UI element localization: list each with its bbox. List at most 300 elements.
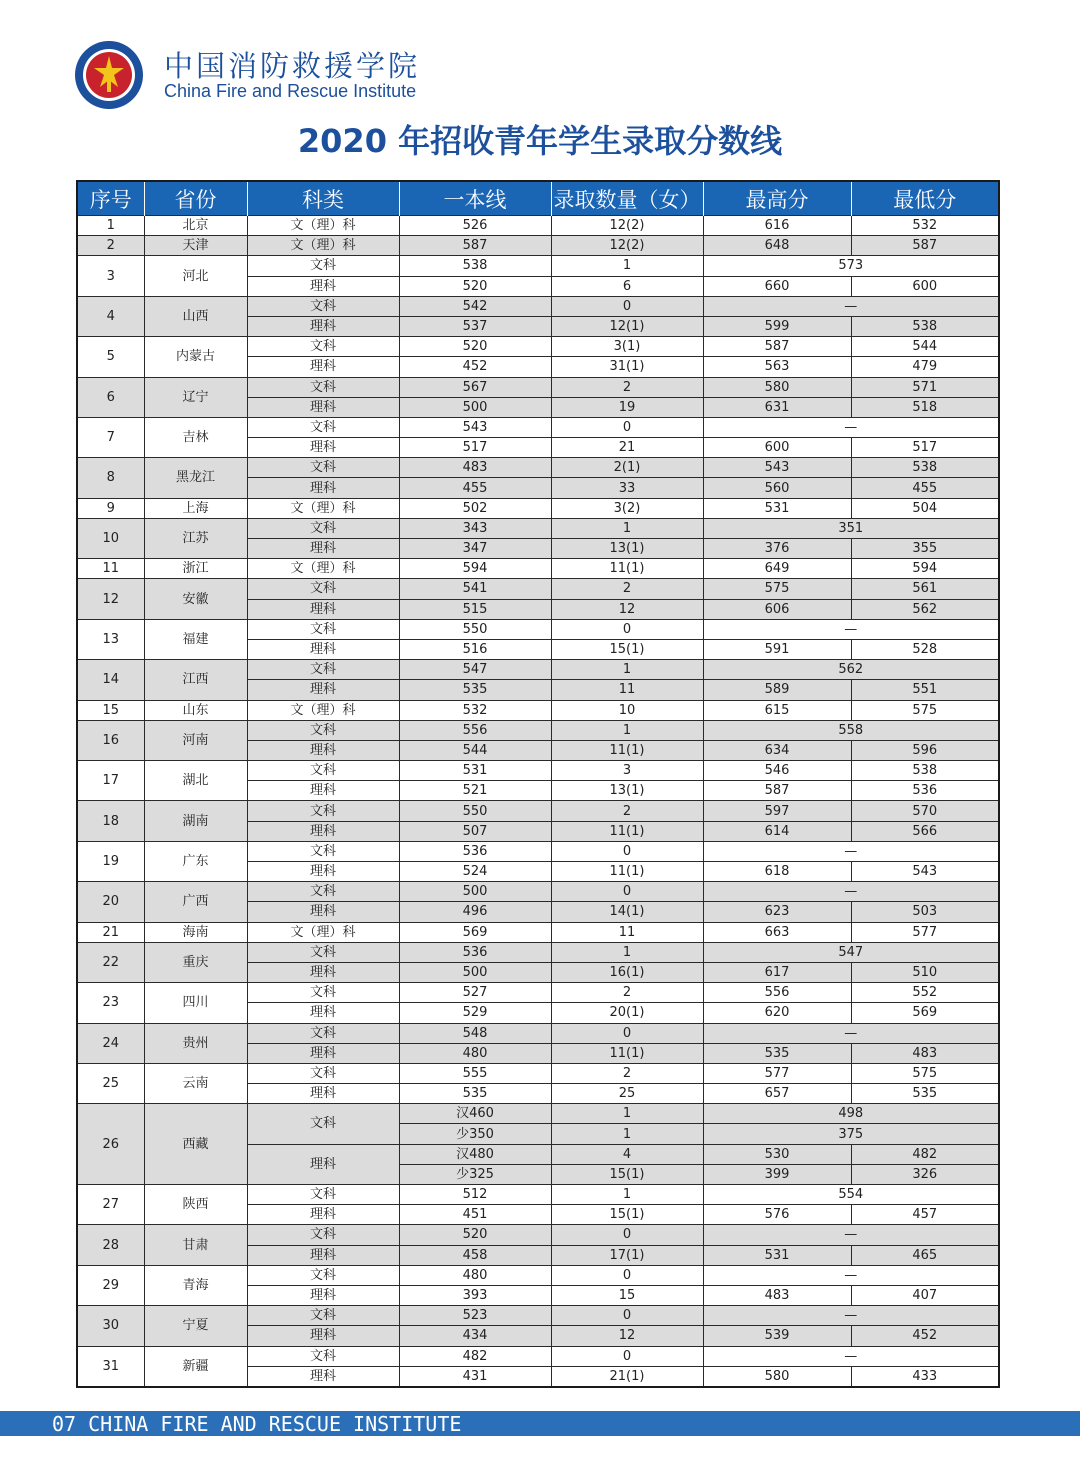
max-score-cell: 589 — [703, 680, 851, 700]
track-cell: 文（理）科 — [247, 236, 399, 256]
column-header: 最高分 — [703, 181, 851, 216]
table-row — [77, 1225, 999, 1245]
first-tier-line-cell: 520 — [399, 276, 551, 296]
min-score-cell: 504 — [851, 498, 999, 518]
merged-score-cell: — — [703, 1306, 999, 1326]
table-row — [77, 1023, 999, 1043]
table-row — [77, 216, 999, 236]
table-row — [77, 660, 999, 680]
min-score-cell: 355 — [851, 539, 999, 559]
admitted-count-cell: 10 — [551, 700, 703, 720]
first-tier-line-cell: 512 — [399, 1185, 551, 1205]
max-score-cell: 575 — [703, 579, 851, 599]
admitted-count-cell: 0 — [551, 882, 703, 902]
admitted-count-cell: 20(1) — [551, 1003, 703, 1023]
table-row — [77, 1265, 999, 1285]
min-score-cell: 503 — [851, 902, 999, 922]
merged-score-cell: 554 — [703, 1185, 999, 1205]
row-number: 19 — [77, 841, 144, 881]
track-cell: 理科 — [247, 680, 399, 700]
province-cell: 重庆 — [144, 942, 247, 982]
first-tier-line-cell: 529 — [399, 1003, 551, 1023]
first-tier-line-cell: 434 — [399, 1326, 551, 1346]
first-tier-line-cell: 536 — [399, 841, 551, 861]
province-cell: 浙江 — [144, 559, 247, 579]
province-cell: 广东 — [144, 841, 247, 881]
first-tier-line-cell: 520 — [399, 337, 551, 357]
track-cell: 理科 — [247, 821, 399, 841]
first-tier-line-cell: 452 — [399, 357, 551, 377]
row-number: 27 — [77, 1185, 144, 1225]
min-score-cell: 570 — [851, 801, 999, 821]
table-row — [77, 579, 999, 599]
admitted-count-cell: 6 — [551, 276, 703, 296]
track-cell: 文科 — [247, 1023, 399, 1043]
admitted-count-cell: 11(1) — [551, 821, 703, 841]
track-cell: 理科 — [247, 438, 399, 458]
max-score-cell: 618 — [703, 862, 851, 882]
province-cell: 江苏 — [144, 518, 247, 558]
row-number: 22 — [77, 942, 144, 982]
footer-text: 07 CHINA FIRE AND RESCUE INSTITUTE — [52, 1412, 462, 1436]
track-cell: 文（理）科 — [247, 922, 399, 942]
org-name-cn: 中国消防救援学院 — [164, 49, 421, 83]
max-score-cell: 634 — [703, 740, 851, 760]
track-cell: 文科 — [247, 983, 399, 1003]
table-row — [77, 720, 999, 740]
province-cell: 上海 — [144, 498, 247, 518]
max-score-cell: 576 — [703, 1205, 851, 1225]
admitted-count-cell: 0 — [551, 296, 703, 316]
admitted-count-cell: 12 — [551, 599, 703, 619]
table-row — [77, 559, 999, 579]
column-header: 科类 — [247, 181, 399, 216]
province-cell: 陕西 — [144, 1185, 247, 1225]
track-cell: 文科 — [247, 841, 399, 861]
admitted-count-cell: 15(1) — [551, 639, 703, 659]
min-score-cell: 517 — [851, 438, 999, 458]
min-score-cell: 479 — [851, 357, 999, 377]
row-number: 2 — [77, 236, 144, 256]
max-score-cell: 663 — [703, 922, 851, 942]
merged-score-cell: — — [703, 1265, 999, 1285]
min-score-cell: 457 — [851, 1205, 999, 1225]
max-score-cell: 597 — [703, 801, 851, 821]
province-cell: 四川 — [144, 983, 247, 1023]
admitted-count-cell: 11 — [551, 680, 703, 700]
admitted-count-cell: 1 — [551, 1124, 703, 1144]
admitted-count-cell: 1 — [551, 1185, 703, 1205]
province-cell: 甘肃 — [144, 1225, 247, 1265]
track-cell: 理科 — [247, 1245, 399, 1265]
track-cell: 理科 — [247, 962, 399, 982]
track-cell: 理科 — [247, 1003, 399, 1023]
page-title: 2020 年招收青年学生录取分数线 — [297, 122, 783, 160]
table-row — [77, 296, 999, 316]
column-header: 最低分 — [851, 181, 999, 216]
first-tier-line-cell: 542 — [399, 296, 551, 316]
max-score-cell: 616 — [703, 216, 851, 236]
max-score-cell: 563 — [703, 357, 851, 377]
admitted-count-cell: 13(1) — [551, 781, 703, 801]
admitted-count-cell: 0 — [551, 1346, 703, 1366]
track-cell: 理科 — [247, 1205, 399, 1225]
province-cell: 辽宁 — [144, 377, 247, 417]
province-cell: 西藏 — [144, 1104, 247, 1185]
track-cell: 文（理）科 — [247, 700, 399, 720]
row-number: 8 — [77, 458, 144, 498]
first-tier-line-cell: 556 — [399, 720, 551, 740]
admitted-count-cell: 3 — [551, 761, 703, 781]
track-cell: 理科 — [247, 397, 399, 417]
table-row — [77, 882, 999, 902]
table-row — [77, 256, 999, 276]
track-cell: 理科 — [247, 902, 399, 922]
admitted-count-cell: 12 — [551, 1326, 703, 1346]
row-number: 26 — [77, 1104, 144, 1185]
max-score-cell: 483 — [703, 1285, 851, 1305]
max-score-cell: 530 — [703, 1144, 851, 1164]
first-tier-line-cell: 343 — [399, 518, 551, 538]
first-tier-line-cell: 520 — [399, 1225, 551, 1245]
min-score-cell: 538 — [851, 458, 999, 478]
row-number: 14 — [77, 660, 144, 700]
first-tier-line-cell: 555 — [399, 1063, 551, 1083]
first-tier-line-cell: 548 — [399, 1023, 551, 1043]
province-cell: 北京 — [144, 216, 247, 236]
min-score-cell: 571 — [851, 377, 999, 397]
min-score-cell: 543 — [851, 862, 999, 882]
first-tier-line-cell: 汉460 — [399, 1104, 551, 1124]
min-score-cell: 518 — [851, 397, 999, 417]
first-tier-line-cell: 451 — [399, 1205, 551, 1225]
admitted-count-cell: 15(1) — [551, 1205, 703, 1225]
admitted-count-cell: 1 — [551, 1104, 703, 1124]
admitted-count-cell: 12(1) — [551, 316, 703, 336]
track-cell: 文科 — [247, 1185, 399, 1205]
min-score-cell: 326 — [851, 1164, 999, 1184]
merged-score-cell: — — [703, 417, 999, 437]
max-score-cell: 599 — [703, 316, 851, 336]
min-score-cell: 528 — [851, 639, 999, 659]
merged-score-cell: — — [703, 1346, 999, 1366]
min-score-cell: 562 — [851, 599, 999, 619]
province-cell: 海南 — [144, 922, 247, 942]
admitted-count-cell: 2 — [551, 1063, 703, 1083]
track-cell: 文（理）科 — [247, 216, 399, 236]
province-cell: 湖北 — [144, 761, 247, 801]
min-score-cell: 596 — [851, 740, 999, 760]
admitted-count-cell: 0 — [551, 1023, 703, 1043]
admitted-count-cell: 15(1) — [551, 1164, 703, 1184]
track-cell: 文科 — [247, 337, 399, 357]
first-tier-line-cell: 455 — [399, 478, 551, 498]
admitted-count-cell: 12(2) — [551, 216, 703, 236]
first-tier-line-cell: 550 — [399, 619, 551, 639]
column-header: 一本线 — [399, 181, 551, 216]
province-cell: 云南 — [144, 1063, 247, 1103]
admitted-count-cell: 13(1) — [551, 539, 703, 559]
row-number: 7 — [77, 417, 144, 457]
row-number: 1 — [77, 216, 144, 236]
admitted-count-cell: 19 — [551, 397, 703, 417]
admitted-count-cell: 2 — [551, 579, 703, 599]
table-header-row — [77, 181, 999, 216]
column-header: 省份 — [144, 181, 247, 216]
min-score-cell: 538 — [851, 316, 999, 336]
track-cell: 文科 — [247, 942, 399, 962]
max-score-cell: 539 — [703, 1326, 851, 1346]
row-number: 10 — [77, 518, 144, 558]
admitted-count-cell: 2 — [551, 983, 703, 1003]
province-cell: 宁夏 — [144, 1306, 247, 1346]
min-score-cell: 536 — [851, 781, 999, 801]
first-tier-line-cell: 550 — [399, 801, 551, 821]
track-cell: 文科 — [247, 1104, 399, 1144]
max-score-cell: 631 — [703, 397, 851, 417]
max-score-cell: 606 — [703, 599, 851, 619]
min-score-cell: 587 — [851, 236, 999, 256]
track-cell: 文（理）科 — [247, 498, 399, 518]
track-cell: 文科 — [247, 579, 399, 599]
admitted-count-cell: 0 — [551, 841, 703, 861]
row-number: 25 — [77, 1063, 144, 1103]
max-score-cell: 546 — [703, 761, 851, 781]
merged-score-cell: 351 — [703, 518, 999, 538]
table-row — [77, 700, 999, 720]
first-tier-line-cell: 507 — [399, 821, 551, 841]
max-score-cell: 600 — [703, 438, 851, 458]
first-tier-line-cell: 587 — [399, 236, 551, 256]
min-score-cell: 482 — [851, 1144, 999, 1164]
max-score-cell: 580 — [703, 377, 851, 397]
track-cell: 理科 — [247, 1366, 399, 1387]
column-header: 录取数量（女） — [551, 181, 703, 216]
table-row — [77, 942, 999, 962]
row-number: 5 — [77, 337, 144, 377]
min-score-cell: 575 — [851, 700, 999, 720]
first-tier-line-cell: 480 — [399, 1043, 551, 1063]
fire-rescue-emblem-icon — [74, 40, 144, 110]
min-score-cell: 544 — [851, 337, 999, 357]
min-score-cell: 577 — [851, 922, 999, 942]
first-tier-line-cell: 431 — [399, 1366, 551, 1387]
province-cell: 安徽 — [144, 579, 247, 619]
admitted-count-cell: 0 — [551, 1265, 703, 1285]
admitted-count-cell: 3(1) — [551, 337, 703, 357]
track-cell: 理科 — [247, 357, 399, 377]
min-score-cell: 433 — [851, 1366, 999, 1387]
track-cell: 文科 — [247, 761, 399, 781]
admitted-count-cell: 25 — [551, 1084, 703, 1104]
admitted-count-cell: 1 — [551, 942, 703, 962]
first-tier-line-cell: 少325 — [399, 1164, 551, 1184]
first-tier-line-cell: 543 — [399, 417, 551, 437]
admission-score-table — [76, 180, 1000, 1388]
province-cell: 河南 — [144, 720, 247, 760]
max-score-cell: 617 — [703, 962, 851, 982]
column-header: 序号 — [77, 181, 144, 216]
max-score-cell: 648 — [703, 236, 851, 256]
row-number: 28 — [77, 1225, 144, 1265]
first-tier-line-cell: 347 — [399, 539, 551, 559]
first-tier-line-cell: 541 — [399, 579, 551, 599]
track-cell: 理科 — [247, 599, 399, 619]
track-cell: 文科 — [247, 1346, 399, 1366]
table-row — [77, 498, 999, 518]
track-cell: 文科 — [247, 1306, 399, 1326]
province-cell: 山西 — [144, 296, 247, 336]
track-cell: 文科 — [247, 417, 399, 437]
first-tier-line-cell: 汉480 — [399, 1144, 551, 1164]
table-row — [77, 236, 999, 256]
table-row — [77, 761, 999, 781]
track-cell: 文科 — [247, 882, 399, 902]
merged-score-cell: — — [703, 1225, 999, 1245]
max-score-cell: 560 — [703, 478, 851, 498]
merged-score-cell: 498 — [703, 1104, 999, 1124]
merged-score-cell: 562 — [703, 660, 999, 680]
admitted-count-cell: 31(1) — [551, 357, 703, 377]
first-tier-line-cell: 535 — [399, 680, 551, 700]
admitted-count-cell: 1 — [551, 256, 703, 276]
min-score-cell: 594 — [851, 559, 999, 579]
first-tier-line-cell: 526 — [399, 216, 551, 236]
row-number: 15 — [77, 700, 144, 720]
row-number: 29 — [77, 1265, 144, 1305]
first-tier-line-cell: 594 — [399, 559, 551, 579]
first-tier-line-cell: 496 — [399, 902, 551, 922]
first-tier-line-cell: 482 — [399, 1346, 551, 1366]
row-number: 20 — [77, 882, 144, 922]
first-tier-line-cell: 517 — [399, 438, 551, 458]
merged-score-cell: 547 — [703, 942, 999, 962]
admitted-count-cell: 1 — [551, 660, 703, 680]
track-cell: 文（理）科 — [247, 559, 399, 579]
max-score-cell: 531 — [703, 498, 851, 518]
track-cell: 文科 — [247, 1265, 399, 1285]
province-cell: 湖南 — [144, 801, 247, 841]
merged-score-cell: — — [703, 882, 999, 902]
track-cell: 理科 — [247, 478, 399, 498]
first-tier-line-cell: 547 — [399, 660, 551, 680]
min-score-cell: 452 — [851, 1326, 999, 1346]
max-score-cell: 615 — [703, 700, 851, 720]
admitted-count-cell: 11(1) — [551, 740, 703, 760]
max-score-cell: 591 — [703, 639, 851, 659]
table-row — [77, 337, 999, 357]
row-number: 21 — [77, 922, 144, 942]
first-tier-line-cell: 544 — [399, 740, 551, 760]
admitted-count-cell: 14(1) — [551, 902, 703, 922]
admitted-count-cell: 16(1) — [551, 962, 703, 982]
table-row — [77, 801, 999, 821]
row-number: 12 — [77, 579, 144, 619]
max-score-cell: 399 — [703, 1164, 851, 1184]
row-number: 31 — [77, 1346, 144, 1387]
max-score-cell: 556 — [703, 983, 851, 1003]
table-row — [77, 1104, 999, 1124]
row-number: 13 — [77, 619, 144, 659]
first-tier-line-cell: 521 — [399, 781, 551, 801]
max-score-cell: 587 — [703, 337, 851, 357]
track-cell: 文科 — [247, 801, 399, 821]
track-cell: 文科 — [247, 720, 399, 740]
track-cell: 理科 — [247, 639, 399, 659]
min-score-cell: 465 — [851, 1245, 999, 1265]
first-tier-line-cell: 527 — [399, 983, 551, 1003]
track-cell: 文科 — [247, 619, 399, 639]
admitted-count-cell: 0 — [551, 1306, 703, 1326]
province-cell: 吉林 — [144, 417, 247, 457]
table-row — [77, 1306, 999, 1326]
track-cell: 理科 — [247, 539, 399, 559]
track-cell: 文科 — [247, 660, 399, 680]
first-tier-line-cell: 480 — [399, 1265, 551, 1285]
admitted-count-cell: 12(2) — [551, 236, 703, 256]
province-cell: 新疆 — [144, 1346, 247, 1387]
row-number: 23 — [77, 983, 144, 1023]
merged-score-cell: — — [703, 841, 999, 861]
footer-bar — [0, 1411, 1080, 1436]
province-cell: 福建 — [144, 619, 247, 659]
row-number: 30 — [77, 1306, 144, 1346]
max-score-cell: 660 — [703, 276, 851, 296]
first-tier-line-cell: 524 — [399, 862, 551, 882]
track-cell: 理科 — [247, 1084, 399, 1104]
first-tier-line-cell: 458 — [399, 1245, 551, 1265]
first-tier-line-cell: 500 — [399, 962, 551, 982]
min-score-cell: 532 — [851, 216, 999, 236]
table-row — [77, 518, 999, 538]
first-tier-line-cell: 523 — [399, 1306, 551, 1326]
min-score-cell: 552 — [851, 983, 999, 1003]
row-number: 24 — [77, 1023, 144, 1063]
table-row — [77, 1346, 999, 1366]
min-score-cell: 566 — [851, 821, 999, 841]
track-cell: 理科 — [247, 862, 399, 882]
province-cell: 内蒙古 — [144, 337, 247, 377]
province-cell: 广西 — [144, 882, 247, 922]
merged-score-cell: 573 — [703, 256, 999, 276]
admitted-count-cell: 2 — [551, 801, 703, 821]
row-number: 3 — [77, 256, 144, 296]
track-cell: 理科 — [247, 740, 399, 760]
min-score-cell: 510 — [851, 962, 999, 982]
province-cell: 天津 — [144, 236, 247, 256]
merged-score-cell: — — [703, 1023, 999, 1043]
admitted-count-cell: 11(1) — [551, 1043, 703, 1063]
max-score-cell: 587 — [703, 781, 851, 801]
merged-score-cell: 558 — [703, 720, 999, 740]
first-tier-line-cell: 569 — [399, 922, 551, 942]
admitted-count-cell: 11 — [551, 922, 703, 942]
min-score-cell: 551 — [851, 680, 999, 700]
table-row — [77, 377, 999, 397]
max-score-cell: 543 — [703, 458, 851, 478]
province-cell: 山东 — [144, 700, 247, 720]
merged-score-cell: — — [703, 296, 999, 316]
table-row — [77, 922, 999, 942]
max-score-cell: 620 — [703, 1003, 851, 1023]
table-row — [77, 619, 999, 639]
first-tier-line-cell: 538 — [399, 256, 551, 276]
admitted-count-cell: 33 — [551, 478, 703, 498]
admitted-count-cell: 17(1) — [551, 1245, 703, 1265]
track-cell: 理科 — [247, 1326, 399, 1346]
admitted-count-cell: 15 — [551, 1285, 703, 1305]
table-row — [77, 417, 999, 437]
